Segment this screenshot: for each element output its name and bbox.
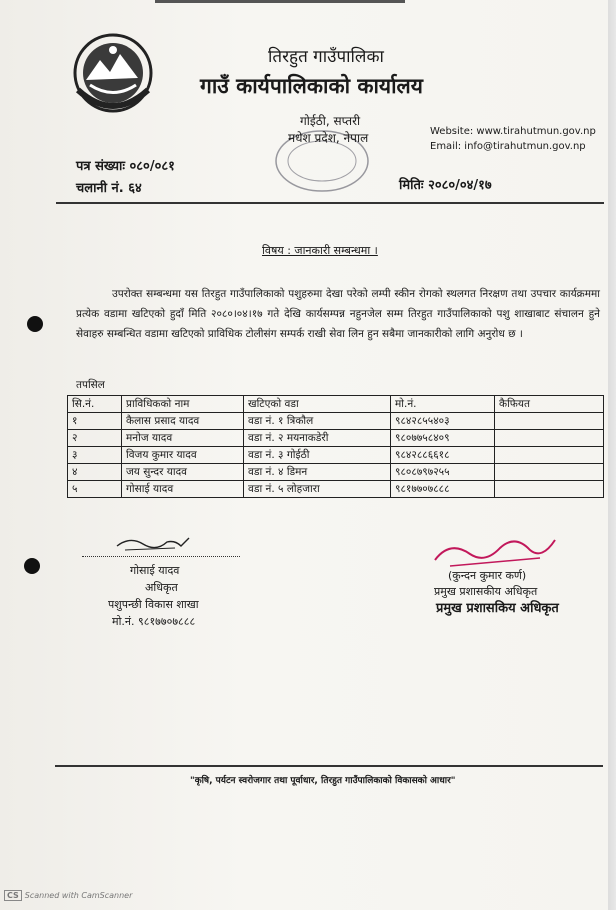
body-text: उपरोक्त सम्बन्धमा यस तिरहुत गाउँपालिकाको पशुहरुमा देखा परेको लम्पी स्कीन रोगको स्थलगत निरक्षण तथा उपचार कार्यक्रममा प्रत्येक वडामा खटिएको हुदाँ मिति २०८०।०४।१७ गते देखि कार्यसम्पन्न नहुनजेल सम्म तिरहुत गाउँपालिकाको पशु शाखाबाट संचालन हुने सेवाहरु सम्बन्धित वडामा खटिएको प्राविधिक टोलीसंग सम्पर्क राखी सेवा लिन हुन सबैमा जानकारीको लागि अनुरोध छ । bbox=[76, 288, 600, 340]
table-row bbox=[68, 481, 604, 498]
cell-ward: वडा नं. ५ लोहजारा bbox=[244, 481, 391, 498]
cell-sn: ५ bbox=[68, 481, 122, 498]
scanner-watermark bbox=[4, 890, 132, 901]
cell-mobile: ९८४२८५५४०३ bbox=[391, 413, 495, 430]
footer-divider bbox=[55, 765, 603, 767]
cell-ward: वडा नं. २ मयनाकडेरी bbox=[244, 430, 391, 447]
table-row bbox=[68, 447, 604, 464]
nepal-emblem-logo bbox=[70, 30, 156, 116]
table-header-row bbox=[68, 396, 604, 413]
cell-mobile: ९८४२८८६६१८ bbox=[391, 447, 495, 464]
cell-sn: २ bbox=[68, 430, 122, 447]
page-edge bbox=[608, 0, 616, 910]
cell-ward: वडा नं. ४ डिमन bbox=[244, 464, 391, 481]
left-signatory-office: पशुपन्छी विकास शाखा bbox=[108, 598, 199, 611]
right-signatory-stamp: प्रमुख प्रशासकिय अधिकृत bbox=[436, 601, 559, 616]
right-signatory-title: प्रमुख प्रशासकीय अधिकृत bbox=[434, 585, 538, 598]
left-signature bbox=[115, 532, 195, 554]
cell-sn: १ bbox=[68, 413, 122, 430]
col-header-remarks: कैफियत bbox=[495, 396, 604, 413]
top-edge-line bbox=[155, 0, 405, 3]
cell-name: मनोज यादव bbox=[122, 430, 244, 447]
cell-name: विजय कुमार यादव bbox=[122, 447, 244, 464]
signature-line bbox=[82, 556, 240, 557]
email-text: Email: info@tirahutmun.gov.np bbox=[430, 141, 586, 152]
cell-ward: वडा नं. १ त्रिकौल bbox=[244, 413, 391, 430]
website-text: Website: www.tirahutmun.gov.np bbox=[430, 126, 596, 137]
cell-name: गोसाई यादव bbox=[122, 481, 244, 498]
col-header-mobile: मो.नं. bbox=[391, 396, 495, 413]
address-line-1: गोईठी, सप्तरी bbox=[300, 114, 361, 128]
left-signatory-mobile: मो.नं. ९८१७७०७८८८ bbox=[112, 615, 196, 628]
cell-name: जय सुन्दर यादव bbox=[122, 464, 244, 481]
punch-hole-lower bbox=[24, 558, 40, 574]
footer-slogan: "कृषि, पर्यटन स्वरोजगार तथा पूर्वाधार, तिरहुत गाउँपालिकाको विकासको आधार" bbox=[190, 776, 456, 786]
right-signatory-name: (कुन्दन कुमार कर्ण) bbox=[448, 569, 527, 582]
office-name: गाउँ कार्यपालिकाको कार्यालय bbox=[200, 74, 423, 98]
scanner-badge: CS bbox=[4, 890, 22, 901]
cell-remarks bbox=[495, 481, 604, 498]
cell-mobile: ९८०७७५८४०९ bbox=[391, 430, 495, 447]
table-row bbox=[68, 413, 604, 430]
body-paragraph bbox=[76, 284, 600, 344]
col-header-sn: सि.नं. bbox=[68, 396, 122, 413]
left-signatory-name: गोसाई यादव bbox=[130, 564, 180, 577]
address-line-2: मधेश प्रदेश, नेपाल bbox=[288, 131, 369, 145]
cell-remarks bbox=[495, 413, 604, 430]
scanner-text: Scanned with CamScanner bbox=[24, 891, 133, 900]
cell-mobile: ९८१७७०७८८८ bbox=[391, 481, 495, 498]
col-header-name: प्राविधिकको नाम bbox=[122, 396, 244, 413]
cell-mobile: ९८०८७९७२५५ bbox=[391, 464, 495, 481]
cell-remarks bbox=[495, 447, 604, 464]
letter-date: मितिः २०८०/०४/१७ bbox=[399, 178, 492, 193]
municipality-name: तिरहुत गाउँपालिका bbox=[268, 47, 384, 67]
table-row bbox=[68, 430, 604, 447]
cell-sn: ३ bbox=[68, 447, 122, 464]
cell-remarks bbox=[495, 464, 604, 481]
cell-sn: ४ bbox=[68, 464, 122, 481]
col-header-ward: खटिएको वडा bbox=[244, 396, 391, 413]
subject-line: विषय : जानकारी सम्बन्धमा । bbox=[262, 244, 378, 257]
table-row bbox=[68, 464, 604, 481]
letter-number: पत्र संख्याः ०८०/०८१ bbox=[76, 159, 175, 174]
left-signatory-title: अधिकृत bbox=[145, 581, 178, 594]
cell-ward: वडा नं. ३ गोईठी bbox=[244, 447, 391, 464]
dispatch-number: चलानी नं. ६४ bbox=[76, 181, 142, 196]
cell-name: कैलास प्रसाद यादव bbox=[122, 413, 244, 430]
cell-remarks bbox=[495, 430, 604, 447]
header-divider bbox=[56, 202, 604, 204]
staff-table bbox=[67, 395, 604, 498]
table-caption: तपसिल bbox=[76, 379, 105, 391]
punch-hole-upper bbox=[27, 316, 43, 332]
